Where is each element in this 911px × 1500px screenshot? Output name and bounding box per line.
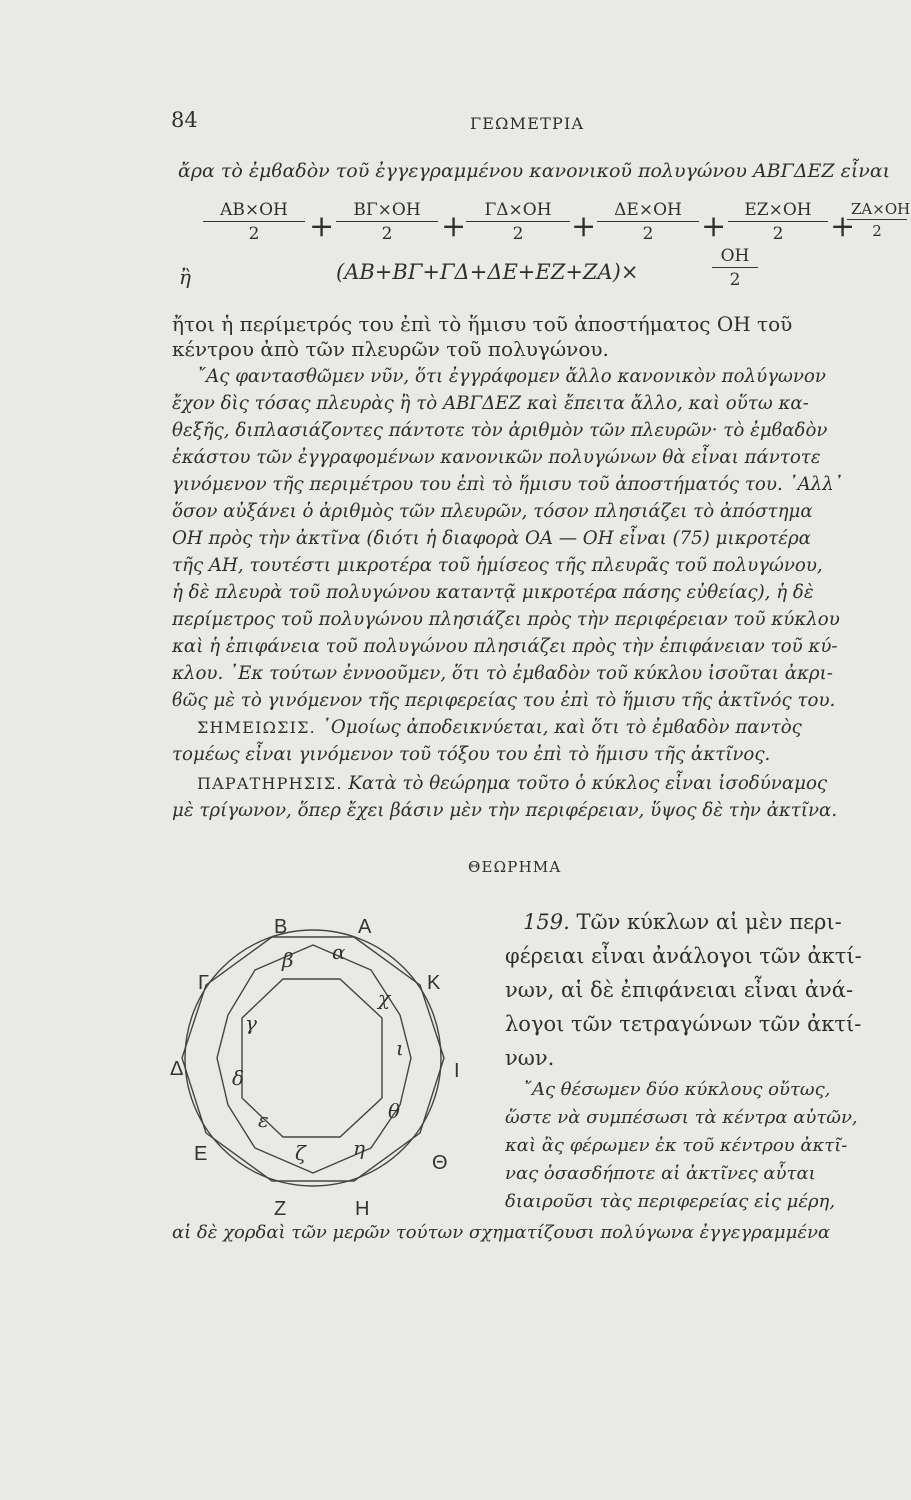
figure-label-inner: ζ — [295, 1141, 306, 1165]
plus-sign: + — [701, 209, 727, 244]
proof-line: καὶ ἂς φέρωμεν ἐκ τοῦ κέντρου ἀκτῖ- — [505, 1135, 848, 1156]
note-label: ΣΗΜΕΙΩΣΙΣ. — [197, 718, 316, 737]
note-text: ῾Ομοίως ἀποδεικνύεται, καὶ ὅτι τὸ ἐμϐαδὸν παντὸς — [321, 717, 802, 738]
fraction-ab: $\frac{AB\times OH}{2}$ — [203, 200, 305, 244]
figure-label-outer: Κ — [427, 972, 441, 994]
text-line: γινόμενον τῆς περιμέτρου του ἐπὶ τὸ ἥμισυ τοῦ ἀποστήματός του. ᾿Αλλ᾿ — [172, 474, 843, 495]
page-number: 84 — [171, 108, 198, 132]
plus-sign: + — [309, 209, 335, 244]
figure-label-outer: Η — [355, 1198, 370, 1220]
theorem-heading: ΘΕΩΡΗΜΑ — [468, 858, 562, 876]
note-text: τομέως εἶναι γινόμενον τοῦ τόξου του ἐπὶ τὸ ἥμισυ τῆς ἀκτῖνος. — [172, 744, 771, 765]
or-word: ἢ — [179, 265, 191, 289]
figure-label-inner: δ — [232, 1066, 245, 1090]
text-line: ϐῶς μὲ τὸ γινόμενον τῆς περιφερείας του ἐπὶ τὸ ἥμισυ τῆς ἀκτῖνός του. — [172, 690, 836, 711]
text-line: ἔχον δὶς τόσας πλευρὰς ἢ τὸ ΑΒΓΔΕΖ καὶ ἔπειτα ἄλλο, καὶ οὕτω κα- — [172, 393, 809, 414]
fraction-ez: $\frac{EZ\times OH}{2}$ — [728, 200, 828, 244]
proof-line: διαιροῦσι τὰς περιφερείας εἰς μέρη, — [505, 1191, 836, 1212]
figure-label-outer: Δ — [170, 1058, 184, 1080]
figure-label-inner: χ — [378, 986, 391, 1010]
figure-label-inner: γ — [245, 1011, 257, 1035]
outer-labels — [170, 916, 460, 1220]
intro-line: ἄρα τὸ ἐμϐαδὸν τοῦ ἐγγεγραμμένου κανονικοῦ πολυγώνου ΑΒΓΔΕΖ εἶναι — [178, 160, 891, 182]
figure-label-inner: θ — [388, 1099, 401, 1123]
figure-label-outer: Ε — [194, 1143, 208, 1165]
plus-sign: + — [571, 209, 597, 244]
proof-line: αἱ δὲ χορδαὶ τῶν μερῶν τούτων σχηματίζουσι πολύγωνα ἐγγεγραμμένα — [172, 1222, 831, 1243]
figure-label-outer: Β — [274, 916, 288, 938]
theorem-line: Τῶν κύκλων αἱ μὲν περι- — [576, 910, 842, 934]
text-line: ἑκάστου τῶν ἐγγραφομένων κανονικῶν πολυγώνων θὰ εἶναι πάντοτε — [172, 447, 821, 468]
figure-label-inner: ε — [258, 1108, 269, 1132]
text-line: περίμετρος τοῦ πολυγώνου πλησιάζει πρὸς τὴν περιφέρειαν τοῦ κύκλου — [172, 609, 840, 630]
circle-polygon-figure — [150, 905, 480, 1225]
proof-line: νας ὁσασδήποτε αἱ ἀκτῖνες αὗται — [505, 1163, 816, 1184]
theorem-line: λογοι τῶν τετραγώνων τῶν ἀκτί- — [505, 1012, 862, 1036]
perimeter-expression: (ΑΒ+ΒΓ+ΓΔ+ΔΕ+ΕΖ+ΖΑ)× — [336, 260, 639, 284]
figure-label-inner: η — [353, 1136, 365, 1160]
theorem-line: νων, αἱ δὲ ἐπιφάνειαι εἶναι ἀνά- — [505, 978, 854, 1002]
text-line: κέντρου ἀπὸ τῶν πλευρῶν τοῦ πολυγώνου. — [172, 337, 609, 361]
remark-label: ΠΑΡΑΤΗΡΗΣΙΣ. — [197, 774, 343, 793]
fraction-de: $\frac{\Delta E\times OH}{2}$ — [597, 200, 699, 244]
text-line: ῎Ας φαντασθῶμεν νῦν, ὅτι ἐγγράφομεν ἄλλο κανονικὸν πολύγωνον — [197, 366, 826, 387]
plus-sign: + — [830, 209, 856, 244]
fraction-za: $\frac{ZA\times OH}{2}$ — [847, 200, 907, 240]
remark-first-line — [197, 773, 827, 794]
remark-text: Κατὰ τὸ θεώρημα τοῦτο ὁ κύκλος εἶναι ἰσοδύναμος — [348, 773, 828, 794]
text-line: ἤτοι ἡ περίμετρός του ἐπὶ τὸ ἥμισυ τοῦ ἀποστήματος ΟΗ τοῦ — [172, 312, 793, 336]
text-line: ἡ δὲ πλευρὰ τοῦ πολυγώνου καταντᾷ μικροτέρα πάσης εὐθείας), ἡ δὲ — [172, 582, 814, 603]
outer-decagon — [182, 937, 444, 1181]
inner-labels — [232, 940, 404, 1165]
plus-sign: + — [441, 209, 467, 244]
figure-label-outer: Ι — [454, 1060, 460, 1082]
figure-label-inner: ι — [396, 1036, 404, 1060]
fraction-bg: $\frac{B\Gamma\times OH}{2}$ — [336, 200, 438, 244]
figure-label-inner: β — [282, 948, 294, 972]
text-line: κλου. ᾿Εκ τούτων ἐννοοῦμεν, ὅτι τὸ ἐμϐαδὸν τοῦ κύκλου ἰσοῦται ἀκρι- — [172, 663, 833, 684]
running-title: ΓΕΩΜΕΤΡΙΑ — [470, 114, 585, 133]
figure-label-outer: Γ — [198, 972, 210, 994]
fraction-oh-half: $\frac{OH}{2}$ — [712, 246, 758, 290]
text-line: θεξῆς, διπλασιάζοντες πάντοτε τὸν ἀριθμὸν τῶν πλευρῶν· τὸ ἐμϐαδὸν — [172, 420, 828, 441]
theorem-line: νων. — [505, 1046, 555, 1070]
text-line: τῆς ΑΗ, τουτέστι μικροτέρα τοῦ ἡμίσεος τῆς πλευρᾶς τοῦ πολυγώνου, — [172, 555, 823, 576]
remark-text: μὲ τρίγωνον, ὅπερ ἔχει βάσιν μὲν τὴν περιφέρειαν, ὕψος δὲ τὴν ἀκτῖνα. — [172, 800, 838, 821]
text-line: ΟΗ πρὸς τὴν ἀκτῖνα (διότι ἡ διαφορὰ ΟΑ — ΟΗ εἶναι (75) μικροτέρα — [172, 528, 811, 549]
fraction-gd: $\frac{\Gamma\Delta\times OH}{2}$ — [466, 200, 570, 244]
theorem-first-line — [523, 910, 842, 934]
figure-label-outer: Θ — [432, 1152, 448, 1174]
proof-line: ῎Ας θέσωμεν δύο κύκλους οὕτως, — [523, 1079, 831, 1100]
text-line: καὶ ἡ ἐπιφάνεια τοῦ πολυγώνου πλησιάζει πρὸς τὴν ἐπιφάνειαν τοῦ κύ- — [172, 636, 838, 657]
figure-label-outer: Ζ — [274, 1198, 287, 1220]
proof-line: ὥστε νὰ συμπέσωσι τὰ κέντρα αὐτῶν, — [505, 1107, 858, 1128]
note-first-line — [197, 717, 802, 738]
figure-label-inner: α — [332, 940, 346, 964]
theorem-number: 159. — [523, 910, 570, 934]
text-line: ὅσον αὐξάνει ὁ ἀριθμὸς τῶν πλευρῶν, τόσον πλησιάζει τὸ ἀπόστημα — [172, 501, 813, 522]
figure-label-outer: Α — [358, 916, 372, 938]
theorem-line: φέρειαι εἶναι ἀνάλογοι τῶν ἀκτί- — [505, 944, 862, 968]
